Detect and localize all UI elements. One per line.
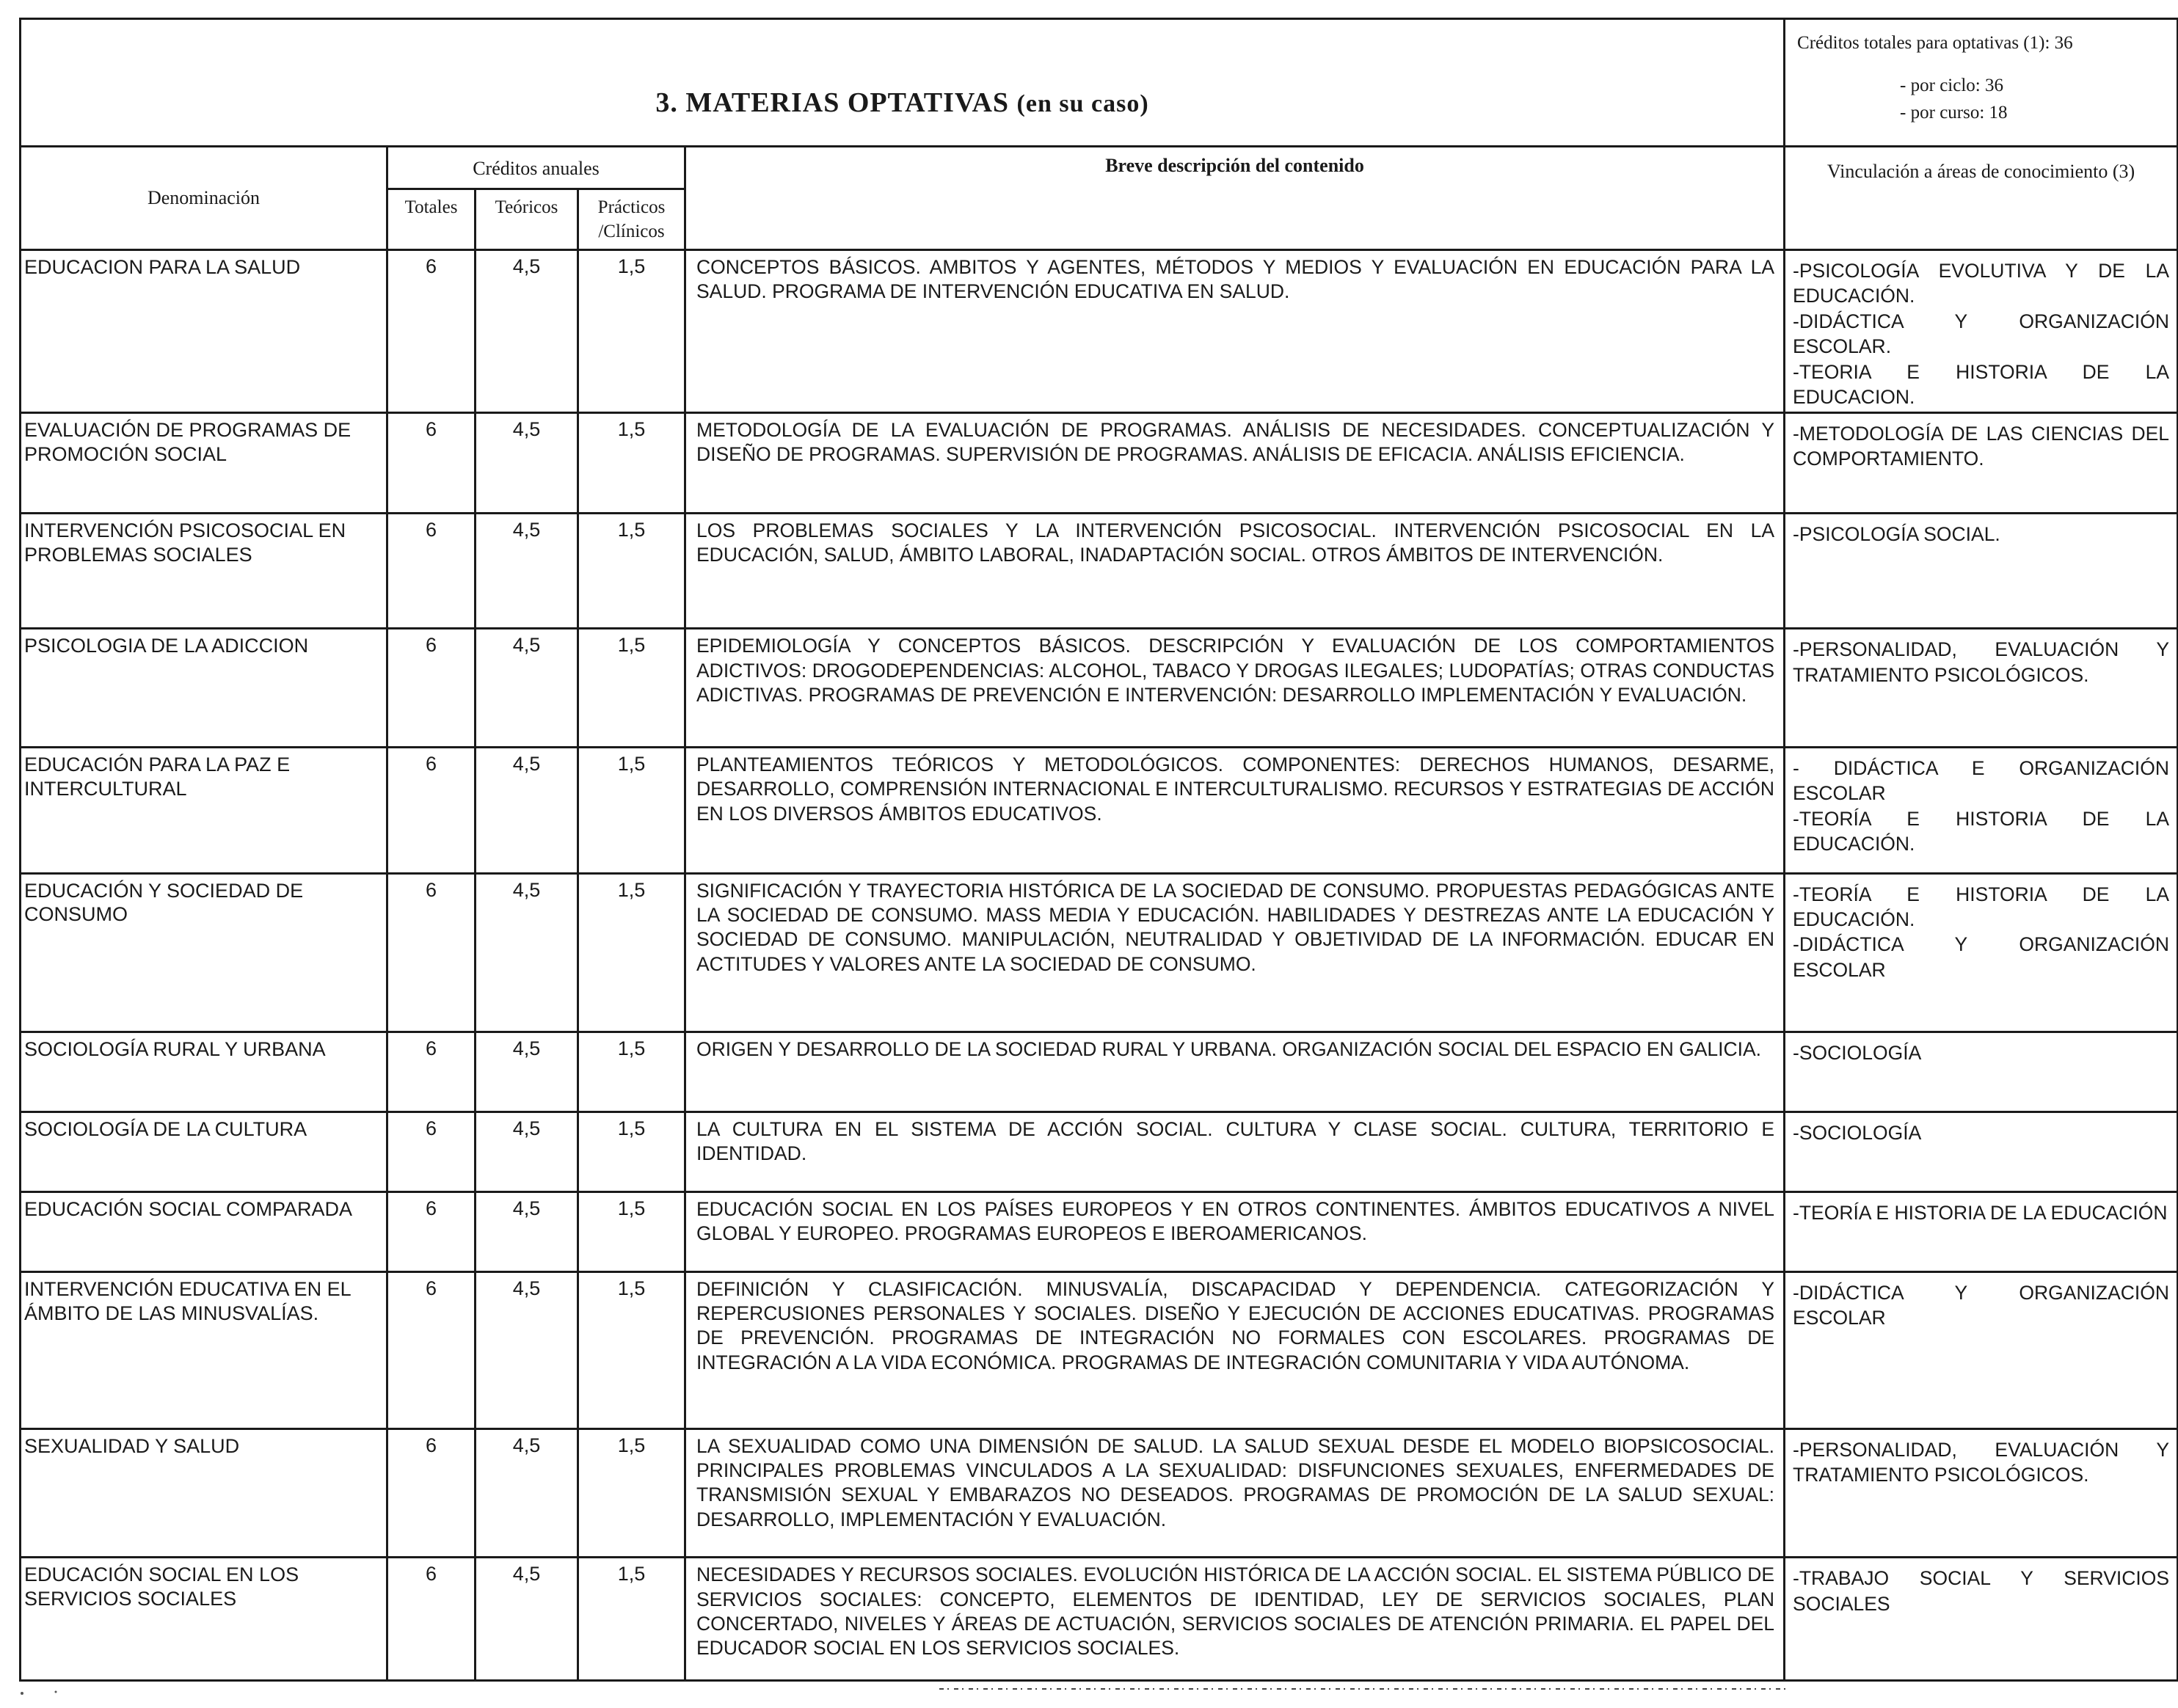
knowledge-areas: -PERSONALIDAD, EVALUACIÓN Y TRATAMIENTO PSICOLÓGICOS. [1785,1428,2178,1558]
credits-per-cycle: - por ciclo: 36 [1900,76,2003,96]
credits-practical-value: 1,5 [578,1271,685,1428]
content-description: CONCEPTOS BÁSICOS. AMBITOS Y AGENTES, MÉTODOS Y MEDIOS Y EVALUACIÓN EN EDUCACIÓN PARA LA SALUD. PROGRAMA DE INTERVENCIÓN EDUCATIVA EN SALUD. [685,249,1785,412]
subject-name: PSICOLOGIA DE LA ADICCION [21,629,387,748]
table-row [21,1428,2178,1558]
knowledge-areas: -SOCIOLOGÍA [1785,1112,2178,1191]
subject-name: SOCIOLOGÍA RURAL Y URBANA [21,1032,387,1112]
content-description: DEFINICIÓN Y CLASIFICACIÓN. MINUSVALÍA, DISCAPACIDAD Y DEPENDENCIA. CATEGORIZACIÓN Y REPERCUSIONES PERSONALES Y SOCIALES. DISEÑO Y EJECUCIÓN DE ACCIONES EDUCATIVAS. PROGRAMAS DE PREVENCIÓN. PROGRAMAS DE INTEGRACIÓN NO FORMALES CON ESCOLARES. PROGRAMAS DE INTEGRACIÓN A LA VIDA ECONÓMICA. PROGRAMAS DE INTEGRACIÓN COMUNITARIA Y VIDA AUTÓNOMA. [685,1271,1785,1428]
credits-theoretical-value: 4,5 [476,1271,578,1428]
knowledge-areas: -DIDÁCTICA Y ORGANIZACIÓN ESCOLAR [1785,1271,2178,1428]
credits-theoretical-value: 4,5 [476,747,578,873]
subject-name: EDUCACION PARA LA SALUD [21,249,387,412]
content-description: EDUCACIÓN SOCIAL EN LOS PAÍSES EUROPEOS Y EN OTROS CONTINENTES. ÁMBITOS EDUCATIVOS A NIVEL GLOBAL Y EUROPEO. PROGRAMAS EUROPEOS E IBEROAMERICANOS. [685,1191,1785,1271]
optional-subjects-table [19,18,2178,1682]
knowledge-areas: -TEORÍA E HISTORIA DE LA EDUCACIÓN. -DIDÁCTICA Y ORGANIZACIÓN ESCOLAR [1785,873,2178,1032]
document-title [21,45,1783,119]
table-row [21,1112,2178,1191]
column-header-totales: Totales [387,189,476,250]
credits-total-value: 6 [387,1112,476,1191]
knowledge-areas: -METODOLOGÍA DE LAS CIENCIAS DEL COMPORTAMIENTO. [1785,412,2178,513]
content-description: LOS PROBLEMAS SOCIALES Y LA INTERVENCIÓN PSICOSOCIAL. INTERVENCIÓN PSICOSOCIAL EN LA EDUCACIÓN, SALUD, ÁMBITO LABORAL, INADAPTACIÓN SOCIAL. OTROS ÁMBITOS DE INTERVENCIÓN. [685,513,1785,628]
table-row [21,412,2178,513]
knowledge-areas: -PERSONALIDAD, EVALUACIÓN Y TRATAMIENTO PSICOLÓGICOS. [1785,629,2178,748]
credits-total-value: 6 [387,412,476,513]
credits-practical-value: 1,5 [578,1112,685,1191]
title-row [21,19,2178,147]
credits-total-value: 6 [387,1271,476,1428]
credits-practical-value: 1,5 [578,1428,685,1558]
subject-name: INTERVENCIÓN PSICOSOCIAL EN PROBLEMAS SOCIALES [21,513,387,628]
credits-total-value: 6 [387,747,476,873]
column-header-areas: Vinculación a áreas de conocimiento (3) [1785,146,2178,249]
subject-name: INTERVENCIÓN EDUCATIVA EN EL ÁMBITO DE LAS MINUSVALÍAS. [21,1271,387,1428]
section-title-suffix: (en su caso) [1016,90,1149,118]
table-row [21,1271,2178,1428]
subject-name: EDUCACIÓN Y SOCIEDAD DE CONSUMO [21,873,387,1032]
content-description: SIGNIFICACIÓN Y TRAYECTORIA HISTÓRICA DE LA SOCIEDAD DE CONSUMO. PROPUESTAS PEDAGÓGICAS ANTE LA SOCIEDAD DE CONSUMO. MASS MEDIA Y EDUCACIÓN. HABILIDADES Y DESTREZAS ANTE LA EDUCACIÓN Y SOCIEDAD DE CONSUMO. MANIPULACIÓN, NEUTRALIDAD Y OBJETIVIDAD DE LA INFORMACIÓN. EDUCAR EN ACTITUDES Y VALORES ANTE LA SOCIEDAD DE CONSUMO. [685,873,1785,1032]
table-row [21,1032,2178,1112]
optional-credits-box [1785,19,2178,147]
credits-theoretical-value: 4,5 [476,1191,578,1271]
credits-total-value: 6 [387,1558,476,1681]
content-description: METODOLOGÍA DE LA EVALUACIÓN DE PROGRAMAS. ANÁLISIS DE NECESIDADES. CONCEPTUALIZACIÓN Y DISEÑO DE PROGRAMAS. SUPERVISIÓN DE PROGRAMAS. ANÁLISIS DE EFICACIA. ANÁLISIS EFICIENCIA. [685,412,1785,513]
credits-theoretical-value: 4,5 [476,1032,578,1112]
content-description: LA SEXUALIDAD COMO UNA DIMENSIÓN DE SALUD. LA SALUD SEXUAL DESDE EL MODELO BIOPSICOSOCIAL. PRINCIPALES PROBLEMAS VINCULADOS A LA SEXUALIDAD: DISFUNCIONES SEXUALES, ENFERMEDADES DE TRANSMISIÓN SEXUAL Y EMBARAZOS NO DESEADOS. PROGRAMAS DE PROMOCIÓN DE LA SALUD SEXUAL: DESARROLLO, IMPLEMENTACIÓN Y EVALUACIÓN. [685,1428,1785,1558]
section-title: 3. MATERIAS OPTATIVAS [655,87,1010,119]
credits-practical-value: 1,5 [578,513,685,628]
credits-practical-value: 1,5 [578,412,685,513]
credits-per-course: - por curso: 18 [1900,102,2008,123]
credits-theoretical-value: 4,5 [476,1428,578,1558]
content-description: NECESIDADES Y RECURSOS SOCIALES. EVOLUCIÓN HISTÓRICA DE LA ACCIÓN SOCIAL. EL SISTEMA PÚBLICO DE SERVICIOS SOCIALES: CONCEPTO, ELEMENTOS DE IDENTIDAD, LEY DE SERVICIOS SOCIALES, PLAN CONCERTADO, NIVELES Y ÁREAS DE ACTUACIÓN, SERVICIOS SOCIALES DE ATENCIÓN PRIMARIA. EL PAPEL DEL EDUCADOR SOCIAL EN LOS SERVICIOS SOCIALES. [685,1558,1785,1681]
credits-total-value: 6 [387,873,476,1032]
title-cell [21,19,1785,147]
credits-practical-value: 1,5 [578,1558,685,1681]
subject-name: EDUCACIÓN SOCIAL COMPARADA [21,1191,387,1271]
credits-practical-value: 1,5 [578,1191,685,1271]
subject-name: SOCIOLOGÍA DE LA CULTURA [21,1112,387,1191]
credits-theoretical-value: 4,5 [476,873,578,1032]
table-row [21,629,2178,748]
credits-total-value: 6 [387,629,476,748]
column-header-description: Breve descripción del contenido [685,146,1785,249]
subject-name: EVALUACIÓN DE PROGRAMAS DE PROMOCIÓN SOCIAL [21,412,387,513]
knowledge-areas: - DIDÁCTICA E ORGANIZACIÓN ESCOLAR -TEORÍA E HISTORIA DE LA EDUCACIÓN. [1785,747,2178,873]
credits-practical-value: 1,5 [578,249,685,412]
subject-name: EDUCACIÓN SOCIAL EN LOS SERVICIOS SOCIALES [21,1558,387,1681]
credits-total-value: 6 [387,513,476,628]
credits-theoretical-value: 4,5 [476,1558,578,1681]
credits-practical-value: 1,5 [578,747,685,873]
content-description: LA CULTURA EN EL SISTEMA DE ACCIÓN SOCIAL. CULTURA Y CLASE SOCIAL. CULTURA, TERRITORIO E IDENTIDAD. [685,1112,1785,1191]
content-description: ORIGEN Y DESARROLLO DE LA SOCIEDAD RURAL Y URBANA. ORGANIZACIÓN SOCIAL DEL ESPACIO EN GALICIA. [685,1032,1785,1112]
credits-practical-value: 1,5 [578,873,685,1032]
credits-total-value: 6 [387,1191,476,1271]
header-row-1 [21,146,2178,189]
content-description: EPIDEMIOLOGÍA Y CONCEPTOS BÁSICOS. DESCRIPCIÓN Y EVALUACIÓN DE LOS COMPORTAMIENTOS ADICTIVOS: DROGODEPENDENCIAS: ALCOHOL, TABACO Y DROGAS ILEGALES; LUDOPATÍAS; OTRAS CONDUCTAS ADICTIVAS. PROGRAMAS DE PREVENCIÓN E INTERVENCIÓN: DESARROLLO IMPLEMENTACIÓN Y EVALUACIÓN. [685,629,1785,748]
knowledge-areas: -PSICOLOGÍA EVOLUTIVA Y DE LA EDUCACIÓN. -DIDÁCTICA Y ORGANIZACIÓN ESCOLAR. -TEORIA E HISTORIA DE LA EDUCACION. [1785,249,2178,412]
knowledge-areas: -TEORÍA E HISTORIA DE LA EDUCACIÓN [1785,1191,2178,1271]
knowledge-areas: -TRABAJO SOCIAL Y SERVICIOS SOCIALES [1785,1558,2178,1681]
column-header-practicos: Prácticos /Clínicos [578,189,685,250]
content-description: PLANTEAMIENTOS TEÓRICOS Y METODOLÓGICOS. COMPONENTES: DERECHOS HUMANOS, DESARME, DESARROLLO, COMPRENSIÓN INTERNACIONAL E INTERCULTURALISMO. RECURSOS Y ESTRATEGIAS DE ACCIÓN EN LOS DIVERSOS ÁMBITOS EDUCATIVOS. [685,747,1785,873]
table-row [21,873,2178,1032]
table-row [21,1191,2178,1271]
credits-total: Créditos totales para optativas (1): 36 [1797,33,2073,53]
column-header-credits: Créditos anuales [387,146,685,189]
knowledge-areas: -PSICOLOGÍA SOCIAL. [1785,513,2178,628]
credits-theoretical-value: 4,5 [476,412,578,513]
credits-theoretical-value: 4,5 [476,249,578,412]
subject-name: SEXUALIDAD Y SALUD [21,1428,387,1558]
column-header-teoricos: Teóricos [476,189,578,250]
credits-total-value: 6 [387,249,476,412]
table-row [21,249,2178,412]
knowledge-areas: -SOCIOLOGÍA [1785,1032,2178,1112]
credits-theoretical-value: 4,5 [476,1112,578,1191]
credits-theoretical-value: 4,5 [476,629,578,748]
table-row [21,747,2178,873]
table-row [21,513,2178,628]
credits-total-value: 6 [387,1032,476,1112]
credits-theoretical-value: 4,5 [476,513,578,628]
credits-practical-value: 1,5 [578,629,685,748]
subject-name: EDUCACIÓN PARA LA PAZ E INTERCULTURAL [21,747,387,873]
column-header-name: Denominación [21,146,387,249]
table-row [21,1558,2178,1681]
credits-total-value: 6 [387,1428,476,1558]
credits-practical-value: 1,5 [578,1032,685,1112]
scan-bottom-specks [0,1685,2178,1698]
